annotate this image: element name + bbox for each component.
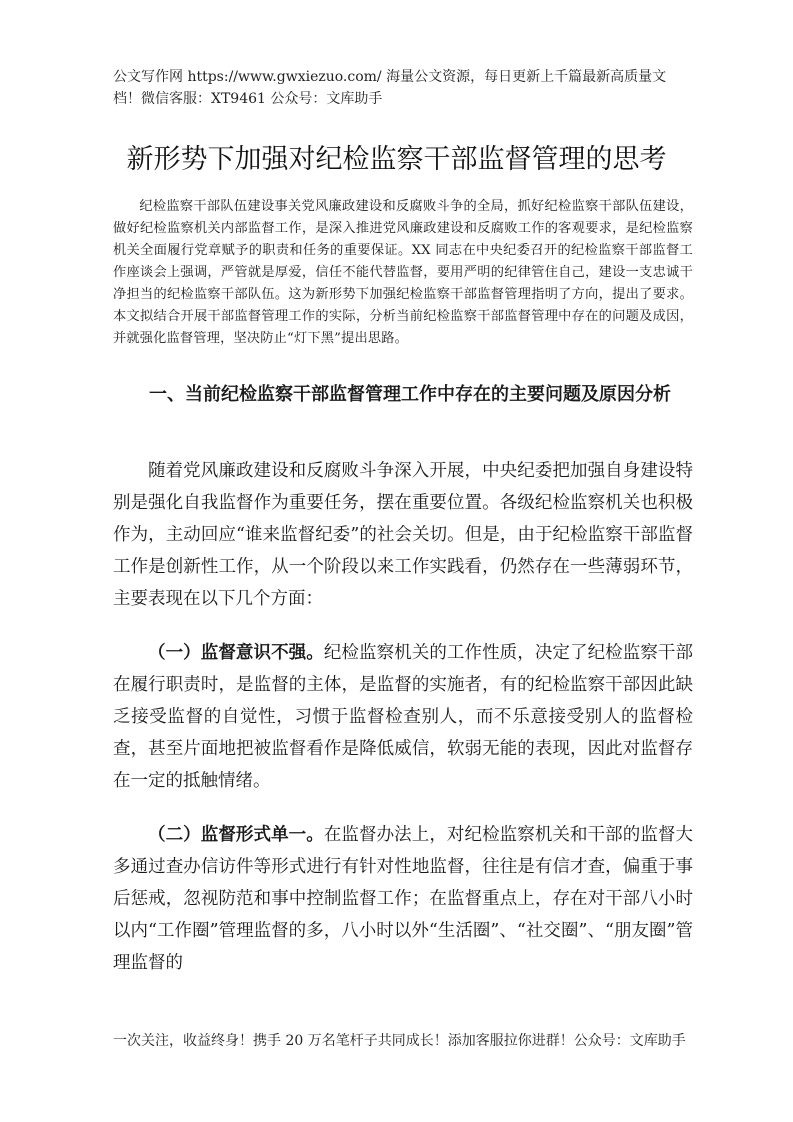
page-footer: 一次关注，收益终身！携手 20 万名笔杆子共同成长！添加客服拉你进群！公众号：文库助手 [113, 1033, 686, 1049]
body-paragraph-intro: 随着党风廉政建设和反腐败斗争深入开展，中央纪委把加强自身建设特别是强化自我监督作为重要任务，摆在重要位置。各级纪检监察机关也积极作为，主动回应“谁来监督纪委”的社会关切。但是，由于纪检监察干部监督工作是创新性工作，从一个阶段以来工作实践看，仍然存在一些薄弱环节，主要表现在以下几个方面： [113, 461, 693, 609]
item2-body: 在监督办法上，对纪检监察机关和干部的监督大多通过查办信访件等形式进行有针对性地监督，往往是有信才查，偏重于事后惩戒，忽视防范和事中控制监督工作；在监督重点上，存在对干部八小时以内“工作圈”管理监督的多，八小时以外“生活圈”、“社交圈”、“朋友圈”管理监督的 [113, 825, 694, 973]
item2-lead: （二）监督形式单一。 [148, 825, 324, 845]
page-header: 公文写作网 https://www.gwxiezuo.com/ 海量公文资源，每日更新上千篇最新高质量文档！微信客服：XT9461 公众号：文库助手 [113, 69, 667, 107]
item1-lead: （一）监督意识不强。 [148, 643, 324, 663]
item1-body: 纪检监察机关的工作性质，决定了纪检监察干部在履行职责时，是监督的主体，是监督的实施者，有的纪检监察干部因此缺乏接受监督的自觉性，习惯于监督检查别人，而不乐意接受别人的监督检查，甚至片面地把被监督看作是降低威信，软弱无能的表现，因此对监督存在一定的抵触情绪。 [113, 643, 694, 791]
abstract-paragraph: 纪检监察干部队伍建设事关党风廉政建设和反腐败斗争的全局，抓好纪检监察干部队伍建设，做好纪检监察机关内部监督工作，是深入推进党风廉政建设和反腐败工作的客观要求，是纪检监察机关全面履行党章赋予的职责和任务的重要保证。XX 同志在中央纪委召开的纪检监察干部监督工作座谈会上强调，严管就是厚爱，信任不能代替监督，要用严明的纪律管住自己，建设一支忠诚干净担当的纪检监察干部队伍。这为新形势下加强纪检监察干部监督管理指明了方向，提出了要求。本文拟结合开展干部监督管理工作的实际，分析当前纪检监察干部监督管理中存在的问题及成因，并就强化监督管理，坚决防止“灯下黑”提出思路。 [113, 199, 693, 346]
body-paragraph-item1 [113, 637, 693, 797]
body-paragraph-item2 [113, 819, 693, 979]
section-heading: 一、当前纪检监察干部监督管理工作中存在的主要问题及原因分析 [149, 384, 671, 405]
document-title: 新形势下加强对纪检监察干部监督管理的思考 [126, 144, 667, 175]
